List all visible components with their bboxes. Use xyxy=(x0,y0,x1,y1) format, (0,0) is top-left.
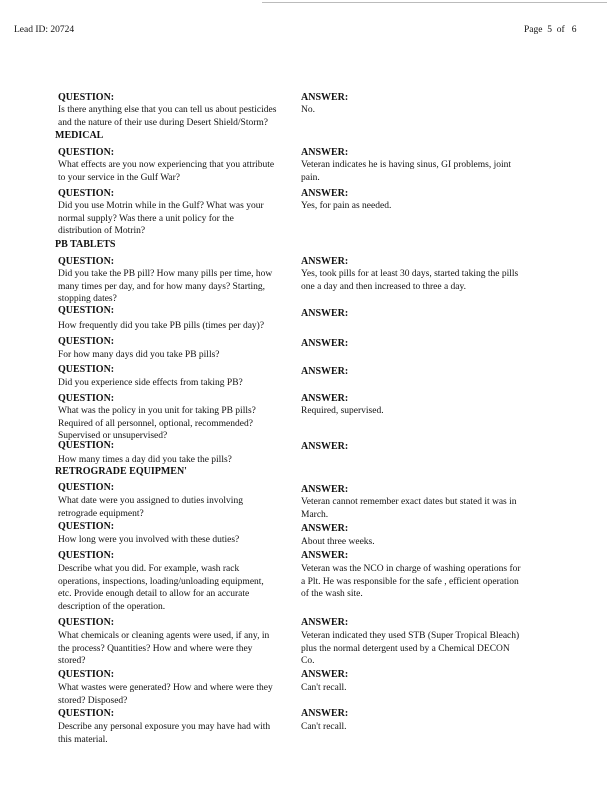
question-label: QUESTION: xyxy=(58,364,115,375)
answer-label: ANSWER: xyxy=(301,484,349,495)
answer-label: ANSWER: xyxy=(301,188,349,199)
question-text: What effects are you now experiencing that you attribute xyxy=(58,160,275,170)
answer-text: Veteran was the NCO in charge of washing operations for xyxy=(301,564,521,574)
question-text: For how many days did you take PB pills? xyxy=(58,350,220,360)
question-text: Describe any personal exposure you may have had with xyxy=(58,722,271,732)
answer-label: ANSWER: xyxy=(301,669,349,680)
question-label: QUESTION: xyxy=(58,669,115,680)
answer-text: Yes, took pills for at least 30 days, started taking the pills xyxy=(301,269,519,279)
question-text: Did you take the PB pill? How many pills per time, how xyxy=(58,269,273,279)
question-text: etc. Provide enough detail to allow for an accurate xyxy=(58,589,250,600)
page-of: of xyxy=(556,25,565,35)
question-text: Supervised or unsupervised? xyxy=(58,431,168,442)
question-text: distribution of Motrin? xyxy=(58,226,146,237)
answer-text: Veteran cannot remember exact dates but stated it was in xyxy=(301,497,517,507)
answer-text: Can't recall. xyxy=(301,683,347,693)
answer-text: Co. xyxy=(301,656,315,667)
question-label: QUESTION: xyxy=(58,147,115,158)
question-label: QUESTION: xyxy=(58,440,115,451)
question-label: QUESTION: xyxy=(58,617,115,628)
question-text: normal supply? Was there a unit policy for the xyxy=(58,213,234,224)
question-text: Describe what you did. For example, wash rack xyxy=(58,564,240,574)
answer-label: ANSWER: xyxy=(301,441,349,452)
answer-text: one a day and then increased to three a day. xyxy=(301,281,467,292)
answer-text: Veteran indicated they used STB (Super Tropical Bleach) xyxy=(301,631,520,641)
lead-id: Lead ID: 20724 xyxy=(14,25,75,35)
answer-text: No. xyxy=(301,105,315,115)
page-current: 5 xyxy=(547,25,552,35)
question-text: and the nature of their use during Desert Shield/Storm? xyxy=(58,117,269,128)
question-text: description of the operation. xyxy=(58,601,166,612)
question-text: What was the policy in you unit for taking PB pills? xyxy=(58,406,256,416)
page-label: Page xyxy=(524,25,543,35)
answer-label: ANSWER: xyxy=(301,147,349,158)
question-text: this material. xyxy=(58,734,108,745)
section-pb-tablets: PB TABLETS xyxy=(55,239,116,250)
question-text: stored? Disposed? xyxy=(58,695,128,706)
question-label: QUESTION: xyxy=(58,393,115,404)
question-label: QUESTION: xyxy=(58,482,115,493)
page-total: 6 xyxy=(571,25,577,35)
answer-label: ANSWER: xyxy=(301,308,349,319)
answer-text: Required, supervised. xyxy=(301,406,384,416)
answer-label: ANSWER: xyxy=(301,550,349,561)
question-text: Is there anything else that you can tell us about pesticides xyxy=(58,105,277,115)
answer-label: ANSWER: xyxy=(301,708,349,719)
question-label: QUESTION: xyxy=(58,550,115,561)
question-text: the process? Quantities? How and where were they xyxy=(58,643,253,654)
answer-text: About three weeks. xyxy=(301,537,375,547)
question-text: operations, inspections, loading/unloading equipment, xyxy=(58,576,264,587)
question-text: stopping dates? xyxy=(58,294,117,305)
answer-text: pain. xyxy=(301,172,320,183)
question-text: What date were you assigned to duties involving xyxy=(58,496,243,506)
answer-label: ANSWER: xyxy=(301,338,349,349)
answer-label: ANSWER: xyxy=(301,393,349,404)
top-rule xyxy=(262,2,607,3)
question-label: QUESTION: xyxy=(58,256,115,267)
answer-text: Can't recall. xyxy=(301,722,347,732)
question-text: How long were you involved with these duties? xyxy=(58,535,240,545)
answer-label: ANSWER: xyxy=(301,617,349,628)
question-label: QUESTION: xyxy=(58,305,115,316)
question-text: What chemicals or cleaning agents were used, if any, in xyxy=(58,631,270,641)
page-number xyxy=(524,25,577,35)
question-text: How many times a day did you take the pills? xyxy=(58,455,232,465)
question-label: QUESTION: xyxy=(58,336,115,347)
answer-text: Yes, for pain as needed. xyxy=(301,201,392,211)
answer-text: plus the normal detergent used by a Chemical DECON xyxy=(301,643,510,654)
answer-label: ANSWER: xyxy=(301,92,349,103)
answer-text: March. xyxy=(301,509,329,520)
question-text: Did you experience side effects from taking PB? xyxy=(58,378,243,388)
answer-label: ANSWER: xyxy=(301,523,349,534)
question-text: Did you use Motrin while in the Gulf? What was your xyxy=(58,201,264,211)
question-text: many times per day, and for how many days? Starting, xyxy=(58,281,266,292)
section-medical: MEDICAL xyxy=(55,130,104,141)
answer-label: ANSWER: xyxy=(301,366,349,377)
question-text: How frequently did you take PB pills (times per day)? xyxy=(58,321,265,331)
answer-text: Veteran indicates he is having sinus, GI problems, joint xyxy=(301,160,512,170)
answer-label: ANSWER: xyxy=(301,256,349,267)
question-label: QUESTION: xyxy=(58,188,115,199)
question-text: stored? xyxy=(58,656,86,667)
question-label: QUESTION: xyxy=(58,521,115,532)
question-text: retrograde equipment? xyxy=(58,508,144,519)
question-label: QUESTION: xyxy=(58,708,115,719)
section-retrograde-equipment: RETROGRADE EQUIPMEN' xyxy=(55,466,187,477)
question-label: QUESTION: xyxy=(58,92,115,103)
answer-text: of the wash site. xyxy=(301,589,363,600)
question-text: to your service in the Gulf War? xyxy=(58,172,180,183)
answer-text: a Plt. He was responsible for the safe , efficient operation xyxy=(301,576,519,587)
question-text: Required of all personnel, optional, recommended? xyxy=(58,418,253,429)
question-text: What wastes were generated? How and where were they xyxy=(58,683,273,693)
